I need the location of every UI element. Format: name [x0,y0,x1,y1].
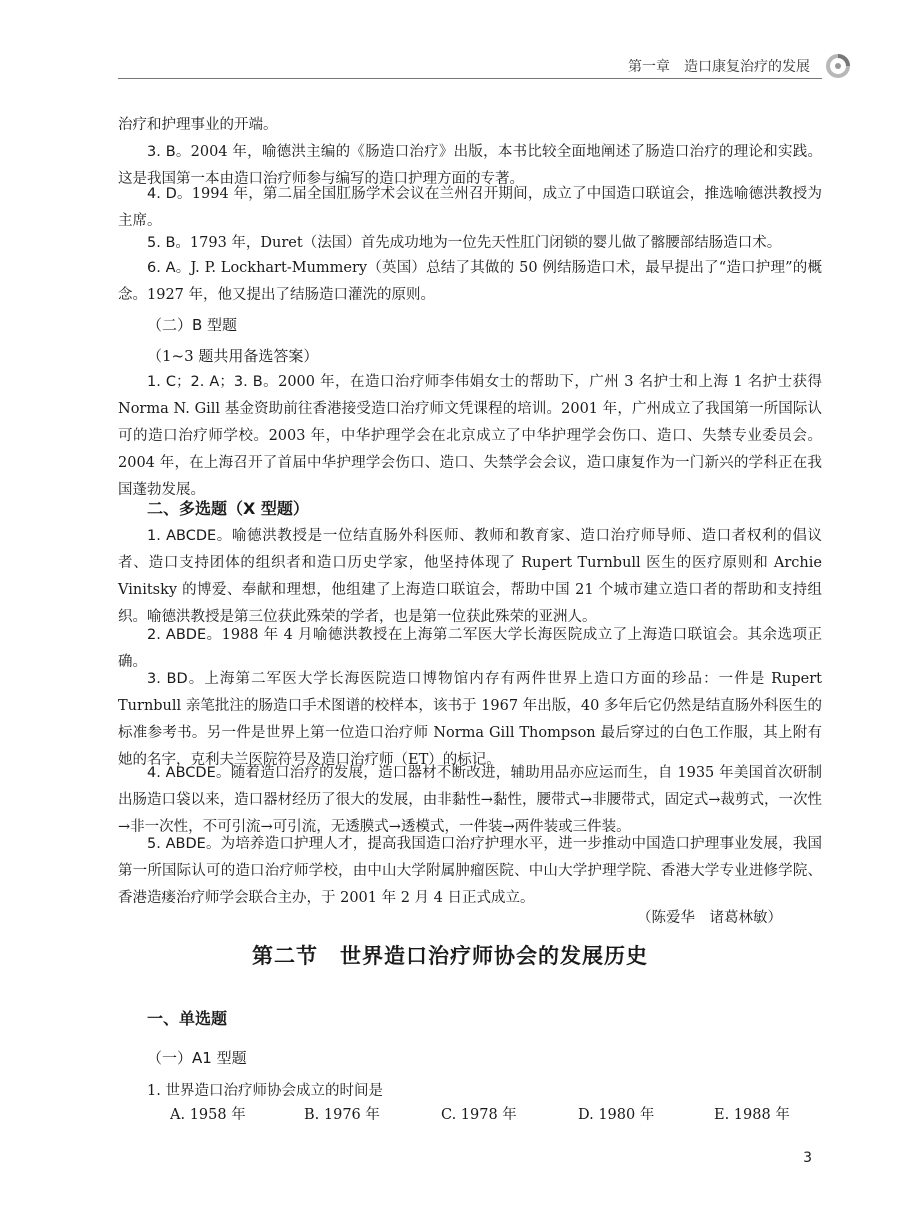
page-number: 3 [803,1150,812,1166]
answer-b-1-3: 1. C；2. A；3. B。2000 年，在造口治疗师李伟娟女士的帮助下，广州 3 名护士和上海 1 名护士获得 Norma N. Gill 基金资助前往香港接受造口治疗师文凭课程的培训。2001 年，广州成立了我国第一所国际认可的造口治疗师学校。2003 年，中华护理学会在北京成立了中华护理学会伤口、造口、失禁专业委员会。2004 年，在上海召开了首届中华护理学会伤口、造口、失禁学会会议，造口康复作为一门新兴的学科正在我国蓬勃发展。 [118,374,822,498]
multi-answer-5: 5. ABDE。为培养造口护理人才，提高我国造口治疗护理水平，进一步推动中国造口护理事业发展，我国第一所国际认可的造口治疗师学校，由中山大学附属肿瘤医院、中山大学护理学院、香港大学专业进修学院、香港造瘘治疗师学会联合主办，于 2001 年 2 月 4 日正式成立。 [118,836,822,906]
multi-answer-4: 4. ABCDE。随着造口治疗的发展，造口器材不断改进，辅助用品亦应运而生，自 1935 年美国首次研制出肠造口袋以来，造口器材经历了很大的发展，由非黏性→黏性，腰带式→非腰带式，固定式→裁剪式，一次性→非一次性，不可引流→可引流，无透膜式→透模式，一件装→两件装或三件装。 [118,765,822,835]
answer-6: 6. A。J. P. Lockhart-Mummery（英国）总结了其做的 50 例结肠造口术，最早提出了“造口护理”的概念。1927 年，他又提出了结肠造口灌洗的原则。 [118,260,822,303]
shared-answer-note: （1~3 题共用备选答案） [147,347,319,365]
subsection-a1-type: （一）A1 型题 [147,1049,247,1067]
chapter-title: 第一章 造口康复治疗的发展 [628,59,810,75]
option-d: D. 1980 年 [578,1107,655,1123]
option-e: E. 1988 年 [714,1107,790,1123]
answer-4: 4. D。1994 年，第二届全国肛肠学术会议在兰州召开期间，成立了中国造口联谊会，推选喻德洪教授为主席。 [118,186,822,229]
header-rule [118,78,822,79]
authors-signature: （陈爱华 诸葛林敏） [637,910,782,926]
option-b: B. 1976 年 [304,1107,380,1123]
answer-3: 3. B。2004 年，喻德洪主编的《肠造口治疗》出版，本书比较全面地阐述了肠造口治疗的理论和实践。这是我国第一本由造口治疗师参与编写的造口护理方面的专著。 [118,144,822,187]
multi-answer-2: 2. ABDE。1988 年 4 月喻德洪教授在上海第二军医大学长海医院成立了上海造口联谊会。其余选项正确。 [118,627,822,670]
multi-answer-1: 1. ABCDE。喻德洪教授是一位结直肠外科医师、教师和教育家、造口治疗师导师、造口者权利的倡议者、造口支持团体的组织者和造口历史学家，他坚持体现了 Rupert Turnbull 医生的医疗原则和 Archie Vinitsky 的博爱、奉献和理想，他组建了上海造口联谊会，帮助中国 21 个城市建立造口者的帮助和支持组织。喻德洪教授是第三位获此殊荣的学者，也是第一位获此殊荣的亚洲人。 [118,528,822,625]
question-1: 1. 世界造口治疗师协会成立的时间是 [147,1083,383,1099]
option-c: C. 1978 年 [441,1107,517,1123]
paragraph-continuation: 治疗和护理事业的开端。 [118,117,278,133]
multi-answer-3: 3. BD。上海第二军医大学长海医院造口博物馆内存有两件世界上造口方面的珍品：一件是 Rupert Turnbull 亲笔批注的肠造口手术图谱的校样本，该书于 1967 年出版，40 多年后它仍然是结直肠外科医生的标准参考书。另一件是世界上第一位造口治疗师 Norma Gill Thompson 最后穿过的白色工作服，其上附有她的名字，克利夫兰医院符号及造口治疗师（ET）的标记。 [118,671,823,768]
running-header [118,54,822,82]
chapter-logo-icon [826,54,850,78]
heading-single-choice: 一、单选题 [147,1009,228,1028]
subsection-b-type: （二）B 型题 [147,316,238,334]
answer-5: 5. B。1793 年，Duret（法国）首先成功地为一位先天性肛门闭锁的婴儿做了髂腰部结肠造口术。 [147,235,782,251]
heading-multiple-choice: 二、多选题（X 型题） [147,499,309,518]
section-title: 第二节 世界造口治疗师协会的发展历史 [252,943,648,968]
option-a: A. 1958 年 [170,1107,246,1123]
